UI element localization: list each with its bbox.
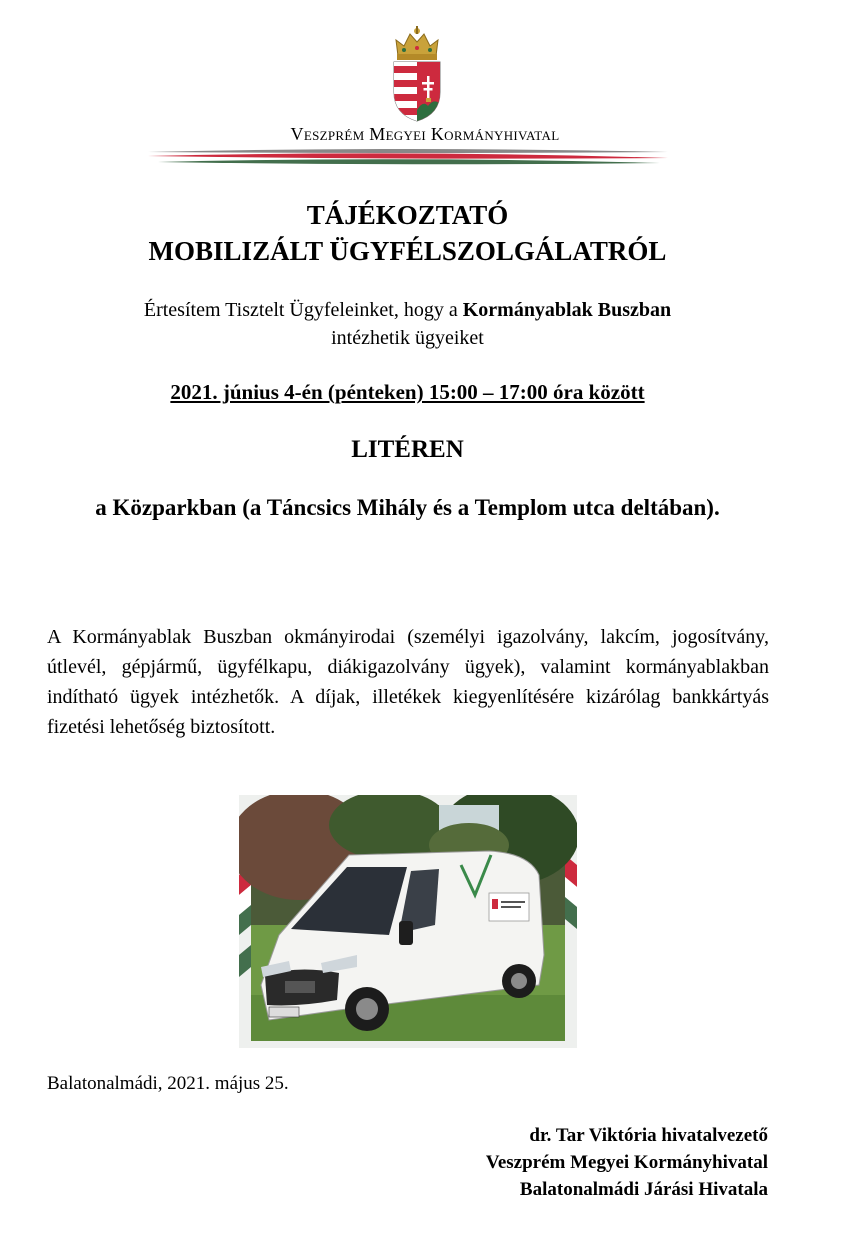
location-description: a Közparkban (a Táncsics Mihály és a Templom utca deltában). bbox=[95, 495, 720, 520]
intro-highlight: Kormányablak Buszban bbox=[462, 299, 672, 321]
body-paragraph: A Kormányablak Buszban okmányirodai (személyi igazolvány, lakcím, jogosítvány, útlevél, gépjármű, ügyfélkapu, diákigazolvány ügyek), valamint kormányablakban indítható ügyek intézhetők. A díjak, illetékek kiegyenlítésére kizárólag bankkártyás fizetési lehetőség biztosított. bbox=[47, 626, 769, 738]
title-line-2: MOBILIZÁLT ÜGYFÉLSZOLGÁLATRÓL bbox=[148, 236, 667, 266]
place-name: LITÉREN bbox=[351, 436, 464, 463]
intro-text-2: intézhetik ügyeiket bbox=[331, 327, 484, 349]
signature-office: Veszprém Megyei Kormányhivatal bbox=[485, 1152, 768, 1173]
coat-of-arms-icon bbox=[390, 26, 444, 122]
date-line: Balatonalmádi, 2021. május 25. bbox=[47, 1073, 289, 1094]
intro-paragraph bbox=[0, 296, 815, 352]
agency-name: Veszprém Megyei Kormányhivatal bbox=[290, 124, 560, 144]
signature-block bbox=[486, 1122, 768, 1203]
tricolor-stripe bbox=[148, 148, 668, 170]
schedule-line: 2021. június 4-én (pénteken) 15:00 – 17:00 óra között bbox=[170, 380, 645, 404]
signature-department: Balatonalmádi Járási Hivatala bbox=[519, 1179, 768, 1200]
intro-text-1: Értesítem Tisztelt Ügyfeleinket, hogy a bbox=[143, 299, 463, 321]
title-line-1: TÁJÉKOZTATÓ bbox=[306, 200, 509, 230]
signature-name: dr. Tar Viktória hivatalvezető bbox=[529, 1125, 768, 1146]
government-bus-photo bbox=[239, 795, 577, 1048]
